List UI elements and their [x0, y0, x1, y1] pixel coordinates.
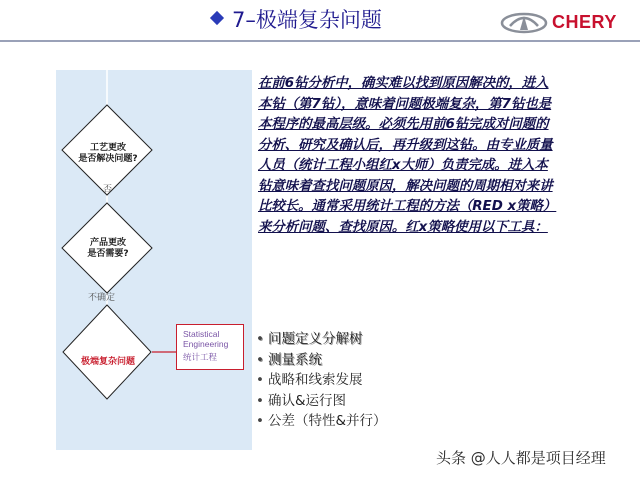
diamond-bullet-icon: [210, 11, 224, 25]
chery-wordmark: CHERY: [552, 12, 617, 32]
final-label: 极端复杂问题: [80, 357, 135, 367]
final-diamond: [63, 305, 151, 399]
stat-box-chinese: 统计工程: [183, 353, 218, 363]
slide-title: 7–极端复杂问题: [232, 8, 382, 32]
list-item: • 测量系统: [256, 351, 322, 368]
uncertain-label: 不确定: [88, 293, 116, 303]
decision-2-label: 产品更改 是否需要?: [87, 238, 129, 259]
no-label: 否: [103, 185, 113, 195]
slide-header: [0, 0, 640, 42]
header-divider: [0, 40, 640, 42]
main-paragraph: 在前6钻分析中，确实难以找到原因解决的，进入本钻（第7钻），意味着问题极端复杂，第7钻也是本程序的最高层级。必须先用前6钻完成对问题的分析、研究及确认后，再升级到这钻。由专业质量人员（统计工程小组红x大师）负责完成。进入本钻意味着查找问题原因，解决问题的周期相对来讲比较长。通常采用统计工程的方法（RED x策略）来分析问题、查找原因。红x策略使用以下工具：: [258, 76, 557, 235]
watermark: 头条 @人人都是项目经理: [436, 449, 606, 467]
stat-box-english: Statistical Engineering: [183, 329, 229, 349]
list-item: • 公差（特性&并行）: [256, 413, 387, 429]
statistical-engineering-box: [176, 324, 244, 370]
decision-1-label: 工艺更改 是否解决问题?: [78, 143, 138, 164]
tools-list: [256, 329, 496, 432]
chery-logo: [500, 12, 630, 34]
list-item: • 战略和线索发展: [256, 372, 363, 388]
flowchart-diagram: [56, 70, 252, 450]
list-item: • 确认&运行图: [256, 392, 346, 409]
list-item: • 问题定义分解树: [256, 331, 363, 347]
chery-emblem-icon: [500, 12, 550, 34]
